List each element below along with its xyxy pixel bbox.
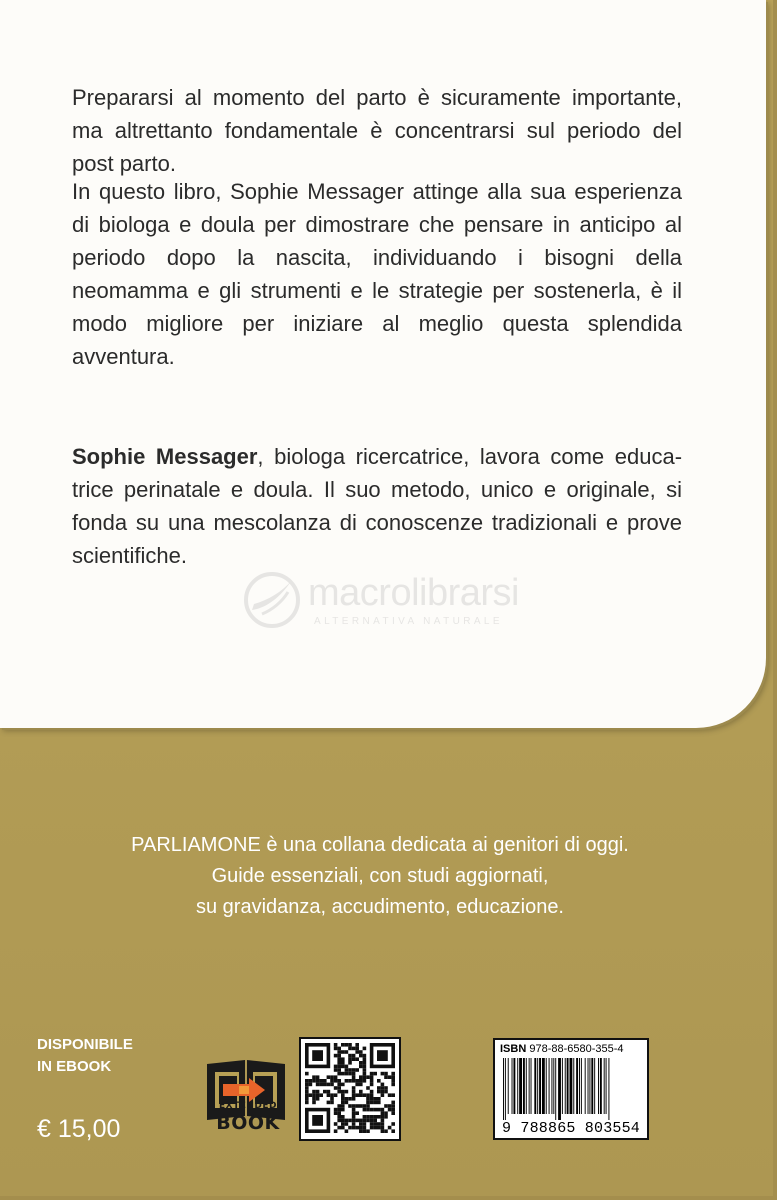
barcode-digits: 9 788865 803554 [501,1120,641,1137]
leaf-logo-icon [242,570,306,630]
series-line-2: Guide essenziali, con studi aggiornati, [211,865,549,887]
isbn-number: 978-88-6580-355-4 [529,1043,624,1055]
series-line-1: PARLIAMONE è una collana dedicata ai genitori di oggi. [131,834,629,856]
price: € 15,00 [37,1115,121,1143]
extended-book-line-2: BOOK [216,1112,280,1134]
extended-book-label [205,1100,291,1134]
description-paragraph-1: Prepararsi al momento del parto è sicuramente importante, ma altrettanto fondamentale è concentrarsi sul periodo del post parto. [72,85,682,176]
author-name: Sophie Messager [72,444,258,469]
series-description [60,830,700,923]
ebook-line-1: DISPONIBILE [37,1036,133,1053]
barcode-bars-icon [503,1058,643,1120]
watermark-tagline: ALTERNATIVA NATURALE [314,616,503,627]
extended-book-line-1: EXTENDED [219,1101,277,1111]
description-paragraph-2: In questo libro, Sophie Messager attinge alla sua esperienza di biologa e doula per dimostrare che pensare in anticipo al periodo dopo la nascita, individuando i bisogni della neomamma e gli strumenti e le strategie per sostenerla, è il modo migliore per iniziare al meglio questa splendida avventura. [72,179,682,369]
qr-code-icon [301,1039,399,1139]
watermark [242,570,542,632]
isbn-barcode [493,1038,649,1140]
author-bio-text: , biologa ricercatrice, lavora come educatrice perinatale e doula. Il suo metodo, unico e originale, si fonda su una mescolanza di conoscenze tradizionali e prove scientifiche. [72,444,683,568]
qr-code[interactable] [299,1037,401,1141]
watermark-brand: macrolibrarsi [308,572,519,614]
ebook-availability [37,1034,133,1078]
author-bio [72,440,682,572]
isbn-text [500,1043,624,1055]
ebook-line-2: IN EBOOK [37,1058,112,1075]
series-line-3: su gravidanza, accudimento, educazione. [195,896,564,918]
isbn-label: ISBN [500,1043,527,1055]
